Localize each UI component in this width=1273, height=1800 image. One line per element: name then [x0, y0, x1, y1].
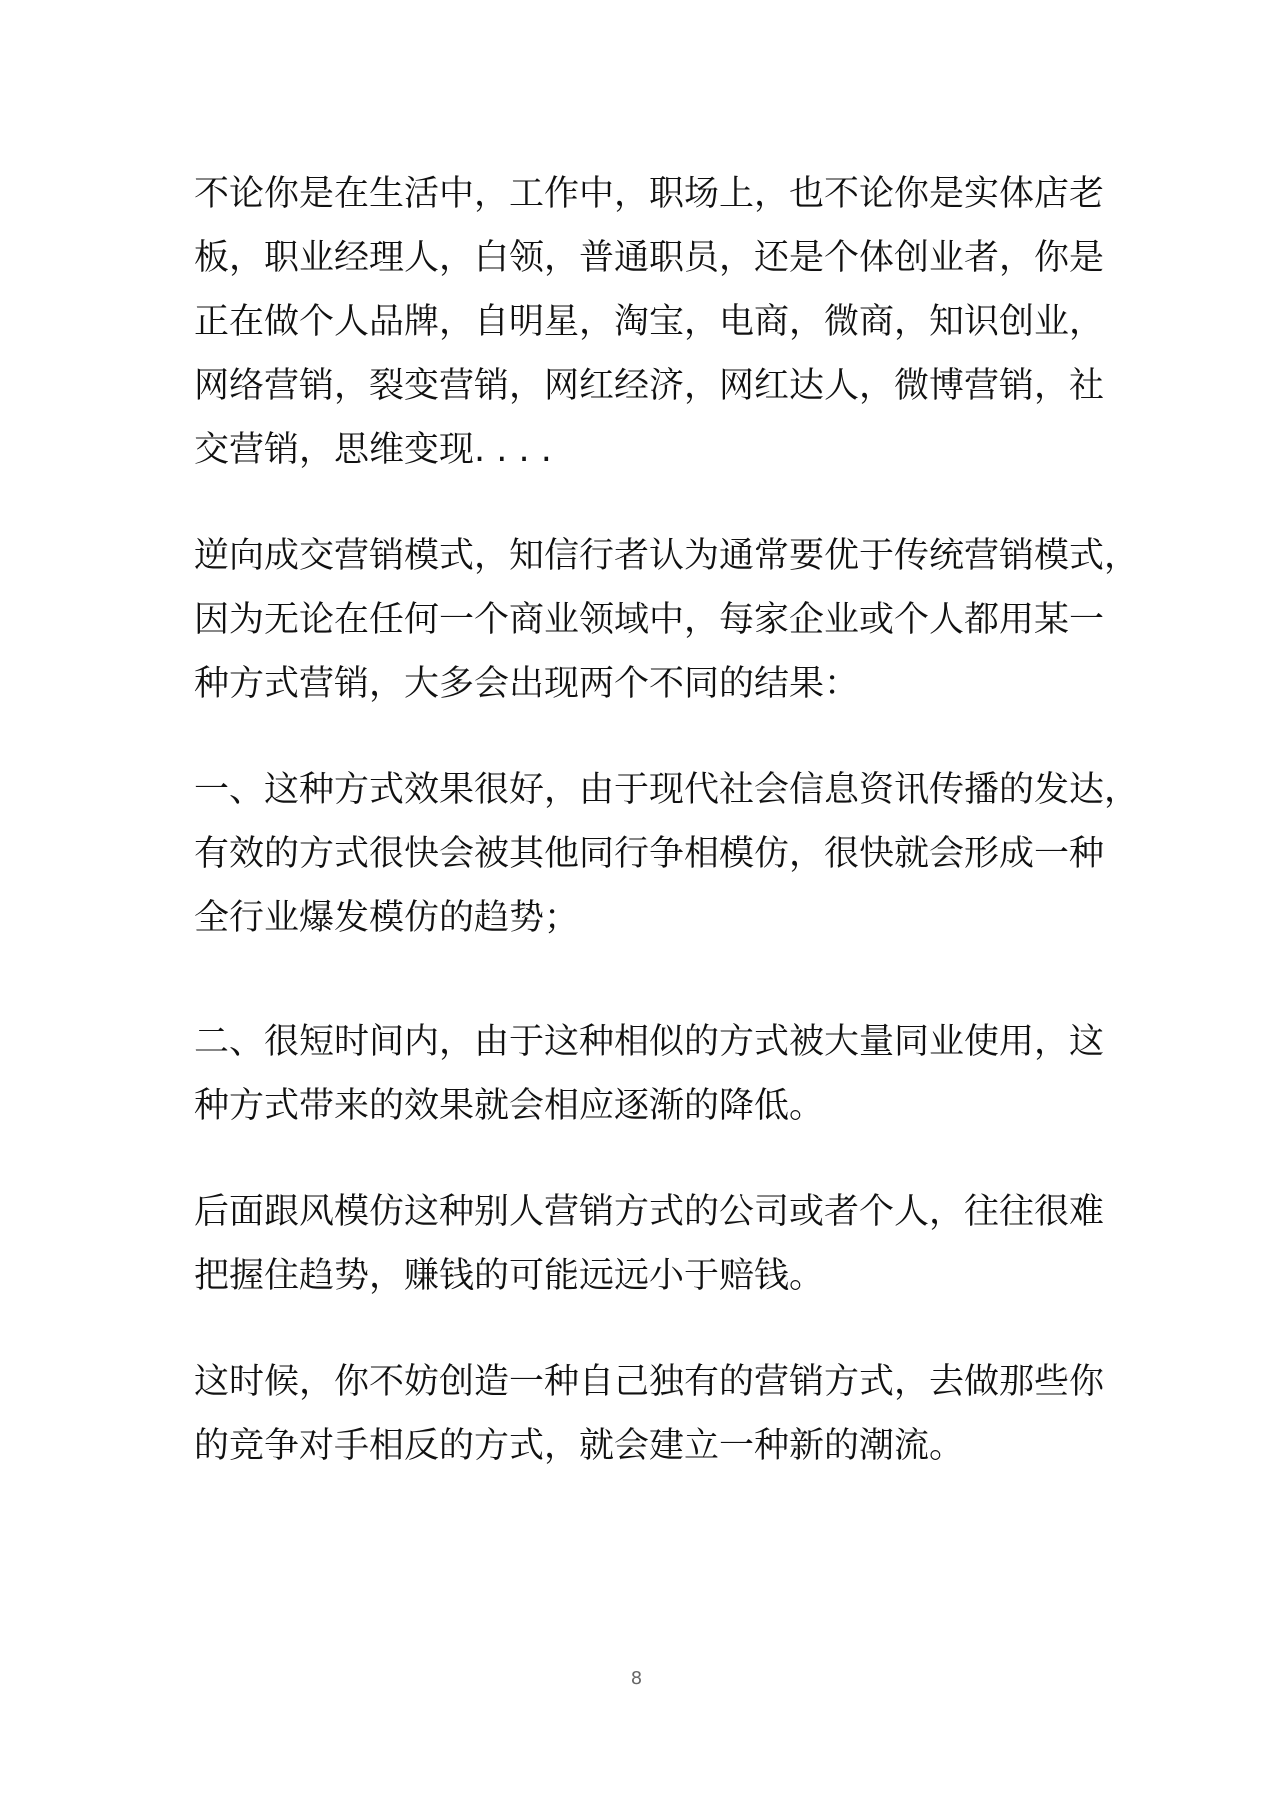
- paragraph-line: 的竞争对手相反的方式，就会建立一种新的潮流。: [194, 1426, 965, 1466]
- paragraph-line: 把握住趋势，赚钱的可能远远小于赔钱。: [194, 1256, 825, 1296]
- page-number: 8: [630, 1668, 643, 1689]
- paragraph-2: [194, 524, 1140, 716]
- paragraph-line: 逆向成交营销模式，知信行者认为通常要优于传统营销模式，: [194, 536, 1140, 576]
- paragraph-line: 后面跟风模仿这种别人营销方式的公司或者个人，往往很难: [194, 1192, 1105, 1232]
- paragraph-5: [194, 1180, 1124, 1308]
- paragraph-line: 种方式营销，大多会出现两个不同的结果：: [194, 664, 860, 704]
- paragraph-6: [194, 1350, 1124, 1478]
- paragraph-line: 交营销，思维变现. . . .: [194, 430, 552, 470]
- paragraph-3: [194, 758, 1140, 950]
- paragraph-4: [194, 1010, 1124, 1138]
- document-body: [194, 162, 1140, 1478]
- paragraph-line: 网络营销，裂变营销，网红经济，网红达人，微博营销，社: [194, 366, 1105, 406]
- paragraph-line: 全行业爆发模仿的趋势；: [194, 898, 580, 938]
- paragraph-line: 种方式带来的效果就会相应逐渐的降低。: [194, 1086, 825, 1126]
- paragraph-line: 因为无论在任何一个商业领域中，每家企业或个人都用某一: [194, 600, 1105, 640]
- paragraph-line: 有效的方式很快会被其他同行争相模仿，很快就会形成一种: [194, 834, 1105, 874]
- paragraph-line: 二、很短时间内，由于这种相似的方式被大量同业使用，这: [194, 1022, 1105, 1062]
- paragraph-1: [194, 162, 1124, 482]
- paragraph-line: 正在做个人品牌，自明星，淘宝，电商，微商，知识创业，: [194, 302, 1105, 342]
- paragraph-line: 一、这种方式效果很好，由于现代社会信息资讯传播的发达，: [194, 770, 1140, 810]
- paragraph-line: 板，职业经理人，白领，普通职员，还是个体创业者，你是: [194, 238, 1105, 278]
- paragraph-line: 这时候，你不妨创造一种自己独有的营销方式，去做那些你: [194, 1362, 1105, 1402]
- paragraph-line: 不论你是在生活中，工作中，职场上，也不论你是实体店老: [194, 174, 1105, 214]
